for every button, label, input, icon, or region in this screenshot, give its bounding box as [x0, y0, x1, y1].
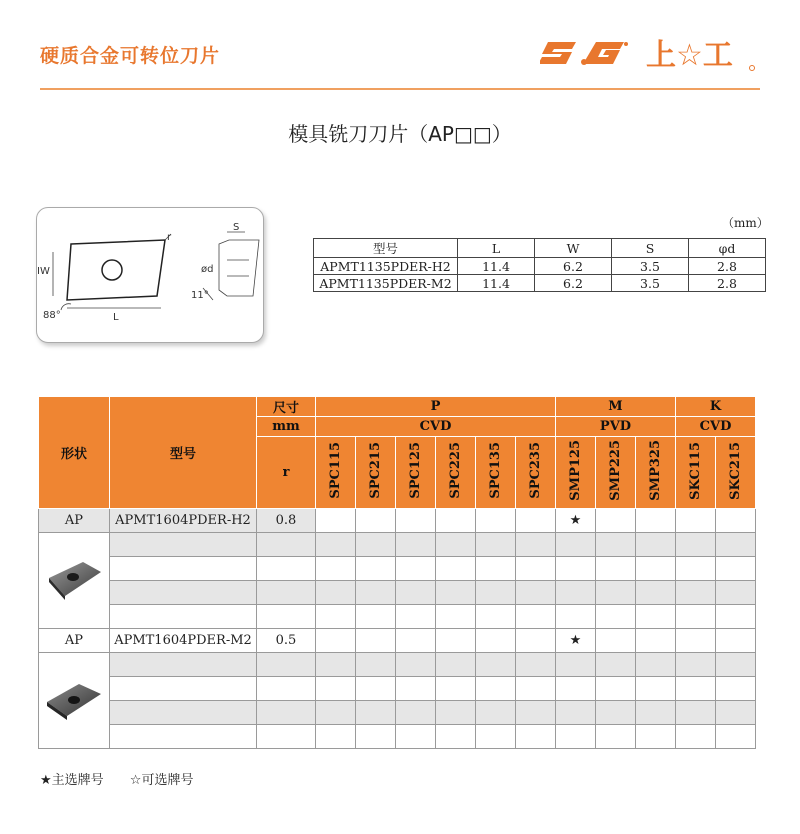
spec-cell: 2.8 — [689, 275, 766, 292]
spec-cell: 3.5 — [612, 275, 689, 292]
spec-header: φd — [689, 239, 766, 258]
product-image-cell — [39, 533, 110, 629]
grade-header: SMP225 — [596, 437, 636, 509]
spec-table — [313, 238, 766, 292]
grade-header: SMP325 — [636, 437, 676, 509]
table-row — [39, 629, 756, 653]
w-label: IW — [37, 266, 50, 277]
insert-diagram — [36, 207, 264, 343]
grade-mark: ★ — [556, 509, 596, 533]
group-k-header: K — [676, 397, 756, 417]
grade-mark: ★ — [556, 629, 596, 653]
model-cell: APMT1604PDER-H2 — [110, 509, 257, 533]
unit-label: （mm） — [722, 216, 769, 230]
spec-cell: 11.4 — [458, 258, 535, 275]
table-row — [39, 509, 756, 533]
brand-logo — [540, 32, 760, 74]
table-row — [39, 701, 756, 725]
coating-k: CVD — [676, 417, 756, 437]
mm-header: mm — [257, 417, 316, 437]
coating-m: PVD — [556, 417, 676, 437]
size-header: 尺寸 — [257, 397, 316, 417]
insert-photo-h2 — [43, 556, 105, 602]
table-row — [39, 653, 756, 677]
spec-header: S — [612, 239, 689, 258]
legend-optional: ☆可选牌号 — [129, 773, 194, 788]
s-label: S — [233, 222, 240, 233]
legend — [40, 769, 215, 788]
table-row — [39, 557, 756, 581]
grade-header: SPC115 — [316, 437, 356, 509]
d-label: ød — [201, 264, 214, 275]
grade-header: SPC235 — [516, 437, 556, 509]
angle-label: 88° — [43, 310, 61, 321]
model-header: 型号 — [110, 397, 257, 509]
grade-header: SPC135 — [476, 437, 516, 509]
table-row — [39, 725, 756, 749]
table-row — [39, 677, 756, 701]
table-row — [39, 533, 756, 557]
r-label: r — [167, 232, 172, 243]
grade-header: SKC215 — [716, 437, 756, 509]
grade-header: SPC225 — [436, 437, 476, 509]
grade-header: SMP125 — [556, 437, 596, 509]
header-title: 硬质合金可转位刀片 — [40, 45, 221, 67]
shape-cell: AP — [39, 509, 110, 533]
r-cell: 0.8 — [257, 509, 316, 533]
legend-primary: ★主选牌号 — [40, 773, 104, 788]
spec-header: L — [458, 239, 535, 258]
svg-text:上☆工: 上☆工 — [646, 38, 733, 73]
model-cell: APMT1604PDER-M2 — [110, 629, 257, 653]
shape-header: 形状 — [39, 397, 110, 509]
spec-cell: 3.5 — [612, 258, 689, 275]
table-row — [39, 605, 756, 629]
clearance-label: 11° — [191, 290, 209, 301]
group-p-header: P — [316, 397, 556, 417]
spec-header: W — [535, 239, 612, 258]
grade-table — [38, 396, 756, 749]
spec-header: 型号 — [314, 239, 458, 258]
r-cell: 0.5 — [257, 629, 316, 653]
insert-photo-m2 — [43, 676, 105, 722]
spec-cell: 11.4 — [458, 275, 535, 292]
spec-cell: 6.2 — [535, 275, 612, 292]
spec-cell: APMT1135PDER-M2 — [314, 275, 458, 292]
shape-cell: AP — [39, 629, 110, 653]
spec-cell: 6.2 — [535, 258, 612, 275]
page-title: 模具铣刀刀片（AP□□） — [288, 122, 512, 146]
spec-cell: APMT1135PDER-H2 — [314, 258, 458, 275]
grade-header: SPC215 — [356, 437, 396, 509]
header-rule — [40, 88, 760, 90]
table-row — [314, 275, 766, 292]
coating-p: CVD — [316, 417, 556, 437]
table-row — [39, 581, 756, 605]
product-image-cell — [39, 653, 110, 749]
table-row — [314, 258, 766, 275]
r-header: r — [257, 437, 316, 509]
l-label: L — [113, 312, 119, 323]
group-m-header: M — [556, 397, 676, 417]
spec-cell: 2.8 — [689, 258, 766, 275]
grade-header: SKC115 — [676, 437, 716, 509]
grade-header: SPC125 — [396, 437, 436, 509]
